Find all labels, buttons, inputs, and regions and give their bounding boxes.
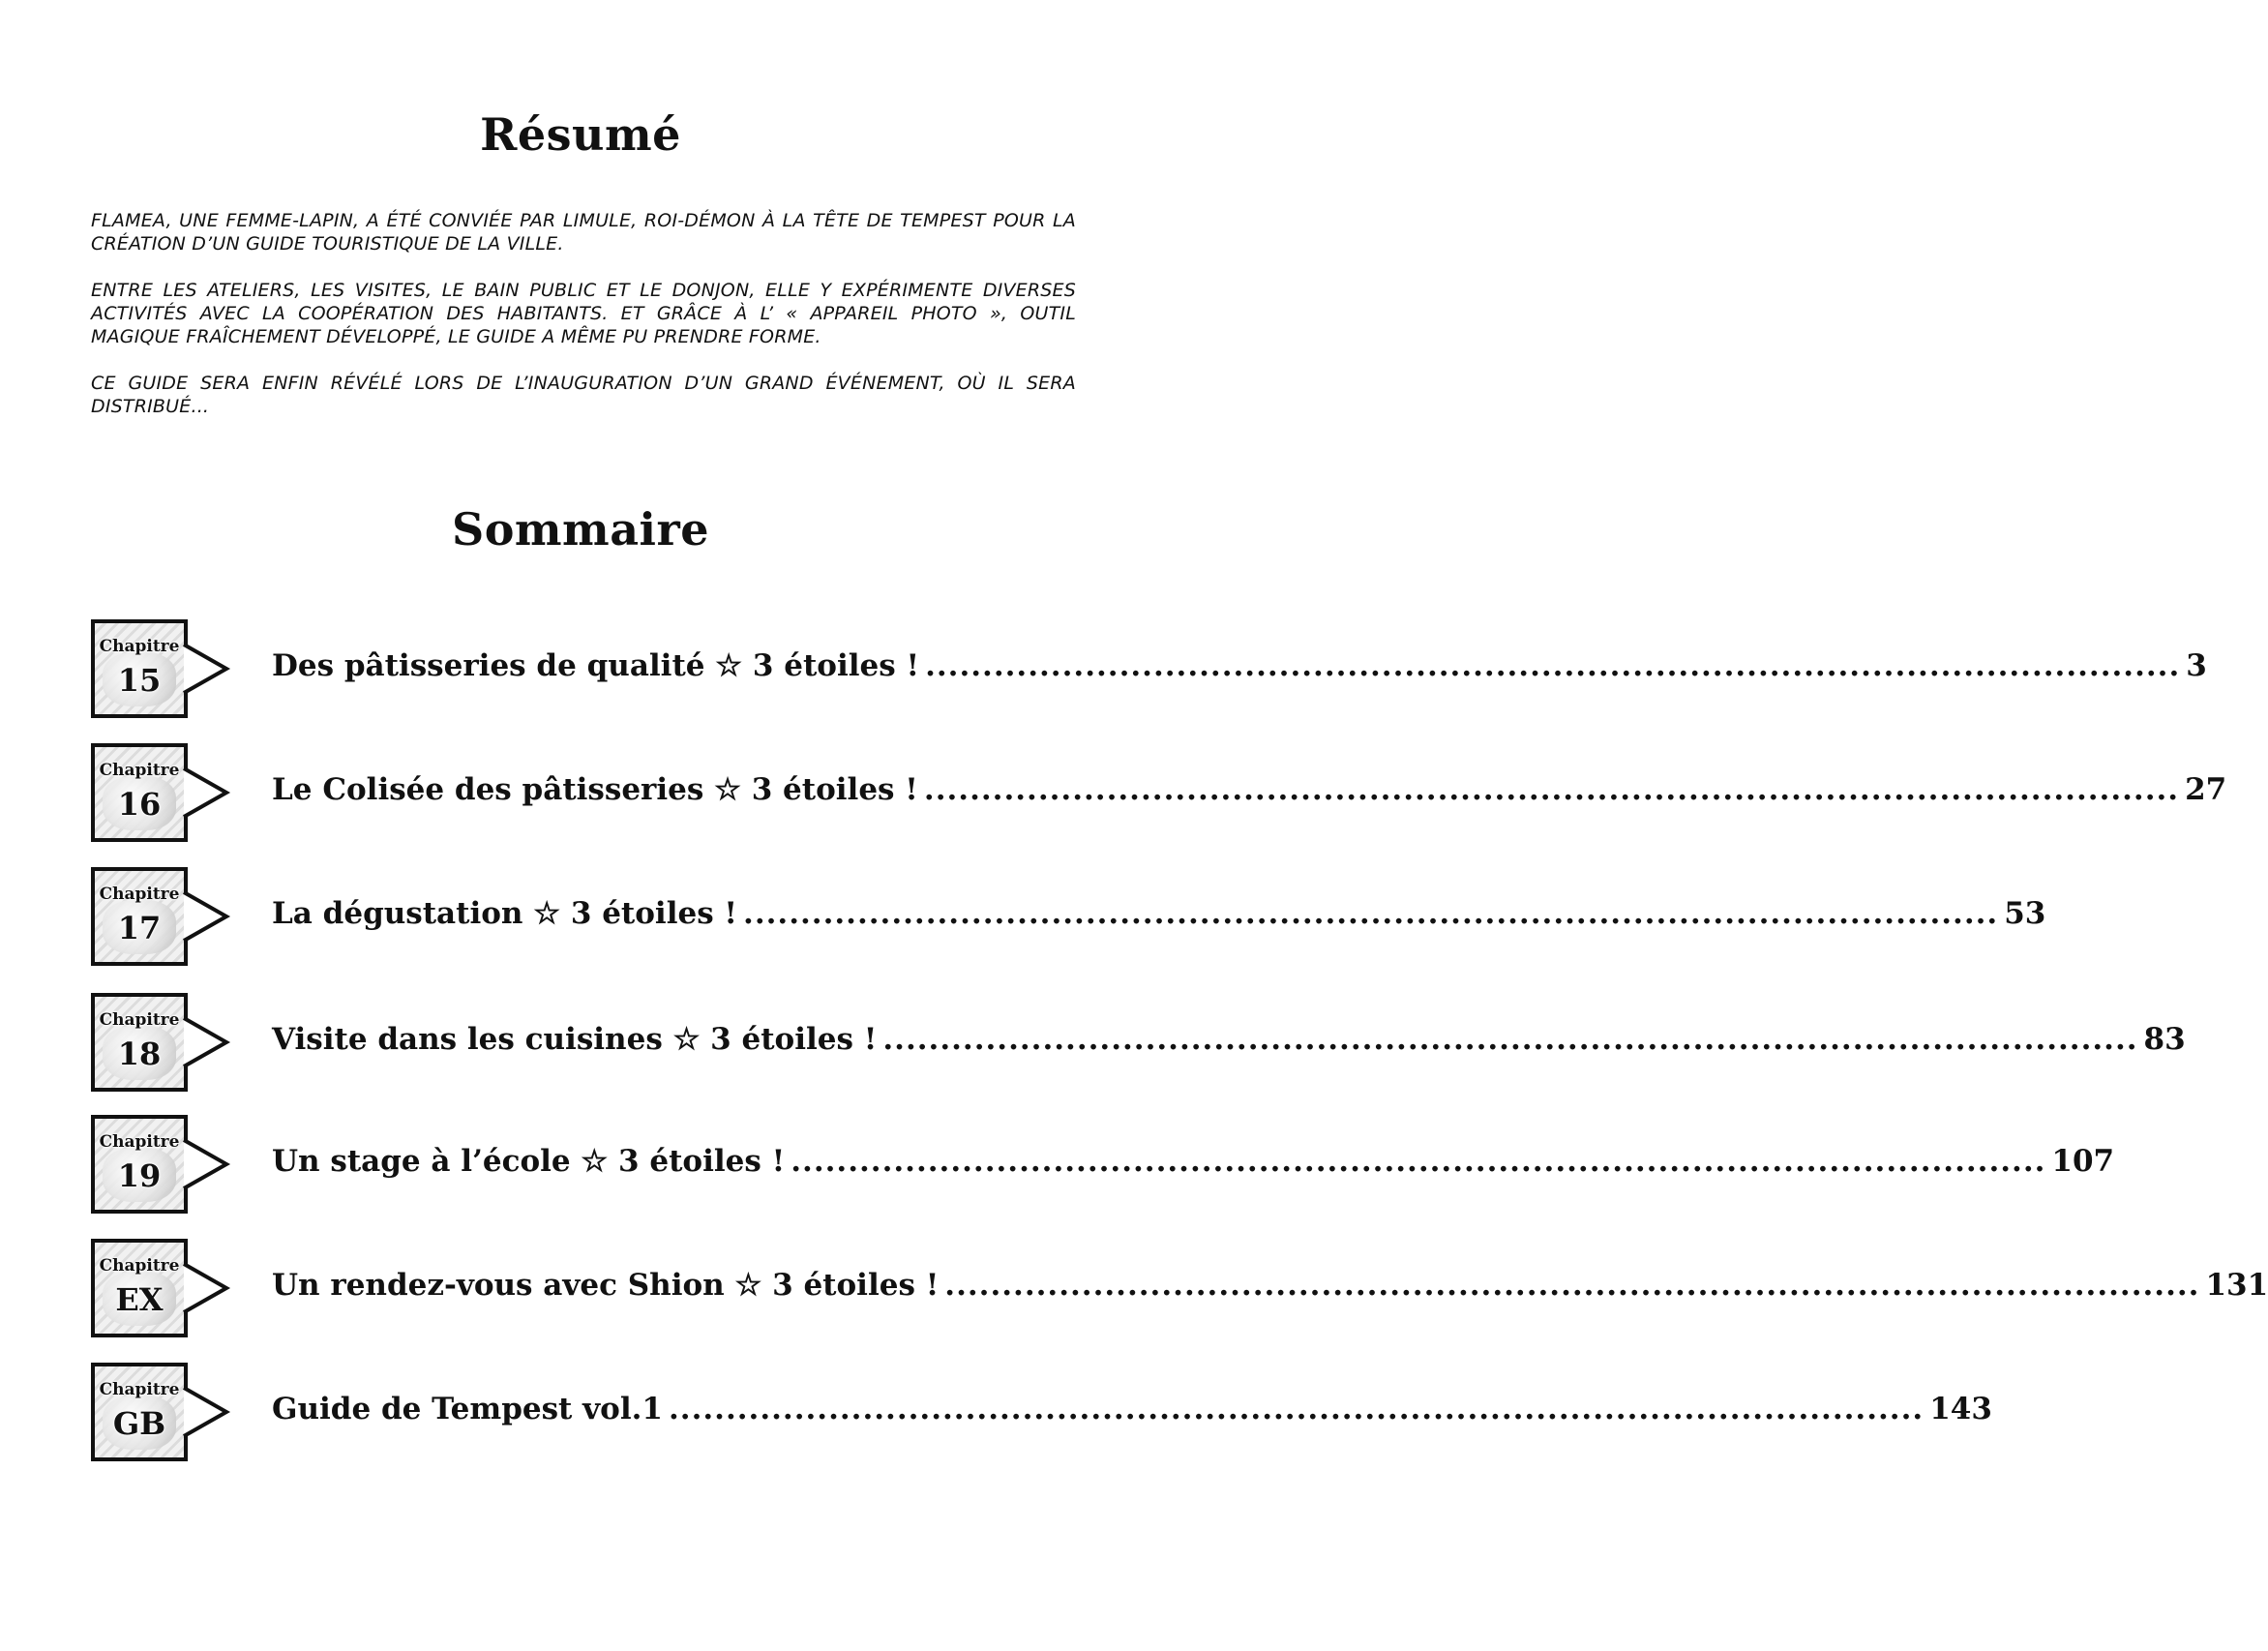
page-number: 3 bbox=[2186, 648, 2207, 683]
toc-title-line bbox=[272, 1268, 2268, 1303]
chapter-title: La dégustation ☆ 3 étoiles ! bbox=[272, 896, 738, 931]
toc-entry-chapter-16[interactable] bbox=[91, 743, 2227, 848]
sommaire-heading: Sommaire bbox=[451, 503, 710, 555]
toc-entry-chapter-19[interactable] bbox=[91, 1115, 2115, 1219]
dot-leader: .............................................................................................................. bbox=[669, 1392, 1925, 1426]
chapter-number: 16 bbox=[117, 786, 162, 823]
dot-leader: .............................................................................................................. bbox=[923, 772, 2180, 807]
chapter-badge-label: Chapitre bbox=[99, 1132, 180, 1152]
resume-heading: Résumé bbox=[480, 108, 681, 161]
arrow-pointer-icon bbox=[180, 1260, 230, 1316]
dot-leader: .............................................................................................................. bbox=[791, 1144, 2046, 1179]
toc-title-line bbox=[272, 1144, 2115, 1179]
chapter-number: 19 bbox=[117, 1157, 162, 1194]
chapter-title: Visite dans les cuisines ☆ 3 étoiles ! bbox=[272, 1022, 878, 1057]
arrow-pointer-icon bbox=[180, 1136, 230, 1192]
chapter-number: GB bbox=[112, 1405, 166, 1442]
chapter-title: Des pâtisseries de qualité ☆ 3 étoiles ! bbox=[272, 648, 920, 683]
chapter-badge bbox=[91, 1239, 188, 1337]
page-number: 83 bbox=[2143, 1022, 2186, 1057]
chapter-title: Le Colisée des pâtisseries ☆ 3 étoiles ! bbox=[272, 772, 918, 807]
page-number: 143 bbox=[1929, 1392, 1992, 1426]
arrow-pointer-icon bbox=[180, 765, 230, 821]
chapter-number: EX bbox=[115, 1281, 164, 1318]
resume-paragraph: ENTRE LES ATELIERS, LES VISITES, LE BAIN PUBLIC ET LE DONJON, ELLE Y EXPÉRIMENTE DIVERSES ACTIVITÉS AVEC LA COOPÉRATION DES HABITANTS. ET GRÂCE À L’ « APPAREIL PHOTO », OUTIL MAGIQUE FRAÎCHEMENT DÉVELOPPÉ, LE GUIDE A MÊME PU PRENDRE FORME. bbox=[91, 280, 1076, 347]
toc-title-line bbox=[272, 1022, 2186, 1057]
toc-title-line bbox=[272, 896, 2046, 931]
chapter-badge-label: Chapitre bbox=[99, 1380, 180, 1399]
arrow-pointer-icon bbox=[180, 1384, 230, 1440]
toc-entry-chapter-18[interactable] bbox=[91, 993, 2186, 1097]
page-number: 107 bbox=[2051, 1144, 2115, 1179]
chapter-badge bbox=[91, 1115, 188, 1214]
chapter-badge bbox=[91, 867, 188, 966]
resume-paragraph: FLAMEA, UNE FEMME-LAPIN, A ÉTÉ CONVIÉE PAR LIMULE, ROI-DÉMON À LA TÊTE DE TEMPEST POUR LA CRÉATION D’UN GUIDE TOURISTIQUE DE LA VILLE. bbox=[91, 210, 1076, 255]
toc-title-line bbox=[272, 1392, 1992, 1426]
chapter-badge bbox=[91, 993, 188, 1092]
toc-title-line bbox=[272, 772, 2227, 807]
toc-entry-chapter-gb[interactable] bbox=[91, 1363, 1992, 1467]
chapter-badge bbox=[91, 1363, 188, 1461]
toc-entry-chapter-15[interactable] bbox=[91, 619, 2207, 724]
dot-leader: .............................................................................................................. bbox=[882, 1022, 2138, 1057]
dot-leader: .............................................................................................................. bbox=[944, 1268, 2200, 1303]
toc-entry-chapter-17[interactable] bbox=[91, 867, 2046, 972]
chapter-badge bbox=[91, 619, 188, 718]
chapter-title: Un rendez-vous avec Shion ☆ 3 étoiles ! bbox=[272, 1268, 940, 1303]
toc-title-line bbox=[272, 648, 2207, 683]
resume-paragraph: CE GUIDE SERA ENFIN RÉVÉLÉ LORS DE L’INAUGURATION D’UN GRAND ÉVÉNEMENT, OÙ IL SERA DISTRIBUÉ... bbox=[91, 373, 1076, 417]
page-number: 27 bbox=[2185, 772, 2227, 807]
page-number: 53 bbox=[2004, 896, 2046, 931]
chapter-badge bbox=[91, 743, 188, 842]
arrow-pointer-icon bbox=[180, 888, 230, 945]
toc-entry-chapter-ex[interactable] bbox=[91, 1239, 2268, 1343]
arrow-pointer-icon bbox=[180, 1014, 230, 1070]
chapter-number: 15 bbox=[117, 662, 162, 699]
chapter-badge-label: Chapitre bbox=[99, 761, 180, 780]
chapter-number: 18 bbox=[117, 1036, 162, 1072]
arrow-pointer-icon bbox=[180, 641, 230, 697]
dot-leader: .............................................................................................................. bbox=[925, 648, 2181, 683]
chapter-badge-label: Chapitre bbox=[99, 885, 180, 904]
page-number: 131 bbox=[2205, 1268, 2268, 1303]
chapter-number: 17 bbox=[117, 910, 162, 946]
dot-leader: .............................................................................................................. bbox=[743, 896, 1999, 931]
resume-summary bbox=[91, 209, 1076, 441]
chapter-badge-label: Chapitre bbox=[99, 1256, 180, 1276]
chapter-title: Un stage à l’école ☆ 3 étoiles ! bbox=[272, 1144, 786, 1179]
chapter-badge-label: Chapitre bbox=[99, 637, 180, 656]
chapter-title: Guide de Tempest vol.1 bbox=[272, 1392, 663, 1426]
chapter-badge-label: Chapitre bbox=[99, 1010, 180, 1030]
